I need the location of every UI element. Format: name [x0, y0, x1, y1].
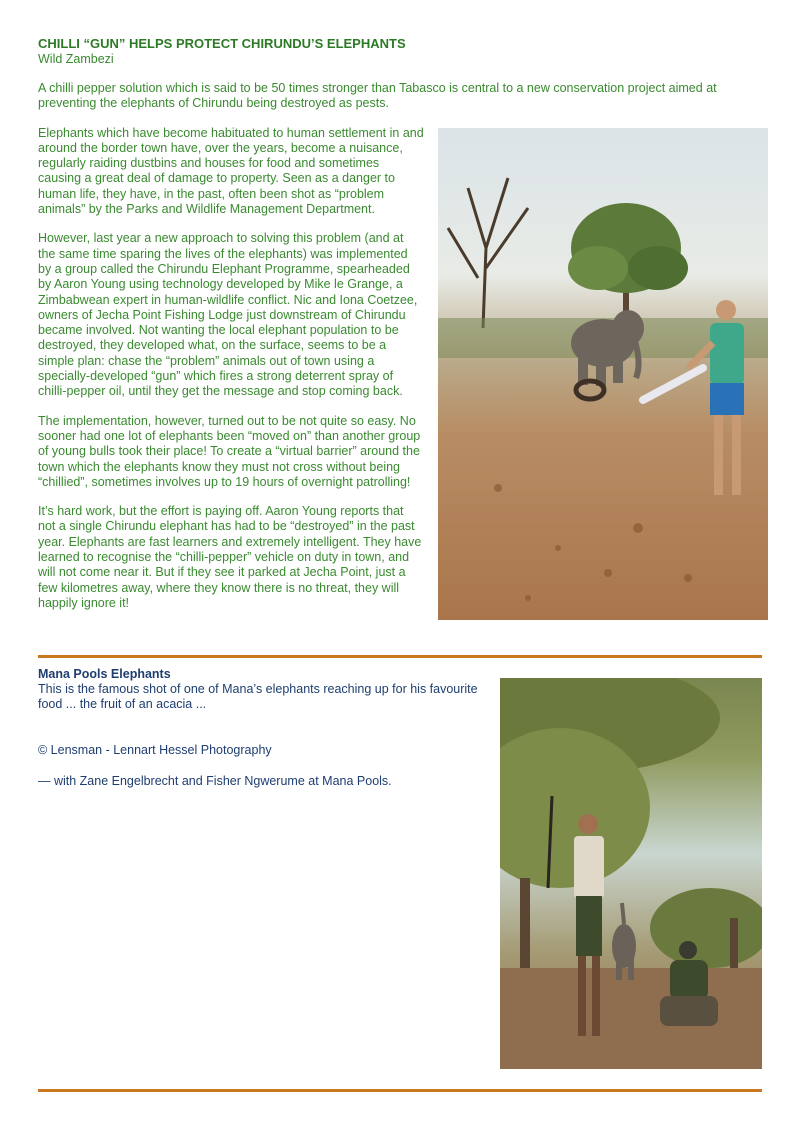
article-paragraph: It’s hard work, but the effort is paying off. Aaron Young reports that not a single Chirundu elephant has had to be “destroyed” in the past year. Elephants are fast learners and extremely intelligent. They have learned to recognise the “chilli-pepper” vehicle on duty in town, and will not come near it. But if they see it parked at Jecha Point, just a few kilometres away, where they know there is no threat, they will happily ignore it!: [38, 504, 422, 610]
article-headline: CHILLI “GUN” HELPS PROTECT CHIRUNDU’S ELEPHANTS: [38, 36, 406, 51]
page-bottom-divider: [38, 1089, 762, 1092]
article-source: Wild Zambezi: [38, 52, 114, 66]
acacia-canopy: [500, 678, 762, 968]
article-paragraph: A chilli pepper solution which is said to be 50 times stronger than Tabasco is central to a new conservation project aimed at preventing the elephants of Chirundu being destroyed as pests.: [38, 81, 717, 111]
article-paragraph: Elephants which have become habituated to human settlement in and around the border town have, over the years, become a nuisance, regularly raiding dustbins and houses for food and sometimes causing a great deal of damage to property. Seen as a danger to human life, they have, in the past, often been shot as “problem animals” by the Parks and Wildlife Management Department.: [38, 125, 424, 217]
tyre: [576, 381, 604, 399]
chilli-gun-article: [38, 36, 768, 625]
post-headline: Mana Pools Elephants: [38, 667, 171, 681]
photo-credit: © Lensman - Lennart Hessel Photography: [38, 742, 272, 757]
article-body: [38, 81, 768, 611]
mana-pools-photo: [500, 678, 762, 1069]
section-divider: [38, 655, 762, 658]
article-paragraph: However, last year a new approach to solving this problem (and at the same time sparing the lives of the elephants) was implemented by a group called the Chirundu Elephant Programme, spearheaded by Aaron Young using technology developed by Mike le Grange, a Zimbabwean expert in human-wildlife conflict. Nic and Iona Coetzee, owners of Jecha Point Fishing Lodge just downstream of Chirundu became involved. Not wanting the local elephant population to be destroyed, they developed what, on the surface, seems to be a simple plan: chase the “problem” animals out of town using a specially-developed “gun” which fires a strong deterrent spray of chilli-pepper oil, until they get the message and stop coming back.: [38, 231, 418, 399]
mana-pools-illustration: [500, 678, 762, 1069]
ground-stones: [494, 484, 692, 601]
post-caption: This is the famous shot of one of Mana’s elephants reaching up for his favourite food ... the fruit of an acacia ...: [38, 682, 478, 712]
article-paragraph: The implementation, however, turned out to be not quite so easy. No sooner had one lot of elephants been “moved on” than another group of young bulls took their place! To create a “virtual barrier” around the town which the elephants know they must not cross without being “chillied”, sometimes involves up to 19 hours of overnight patrolling!: [38, 413, 421, 489]
elephant-chilli-gun-photo: [438, 128, 768, 620]
mana-pools-post: [38, 667, 488, 789]
tagged-people: — with Zane Engelbrecht and Fisher Ngwerume at Mana Pools.: [38, 773, 392, 788]
elephant-chilli-gun-illustration: [438, 128, 768, 620]
bare-tree: [448, 178, 528, 328]
